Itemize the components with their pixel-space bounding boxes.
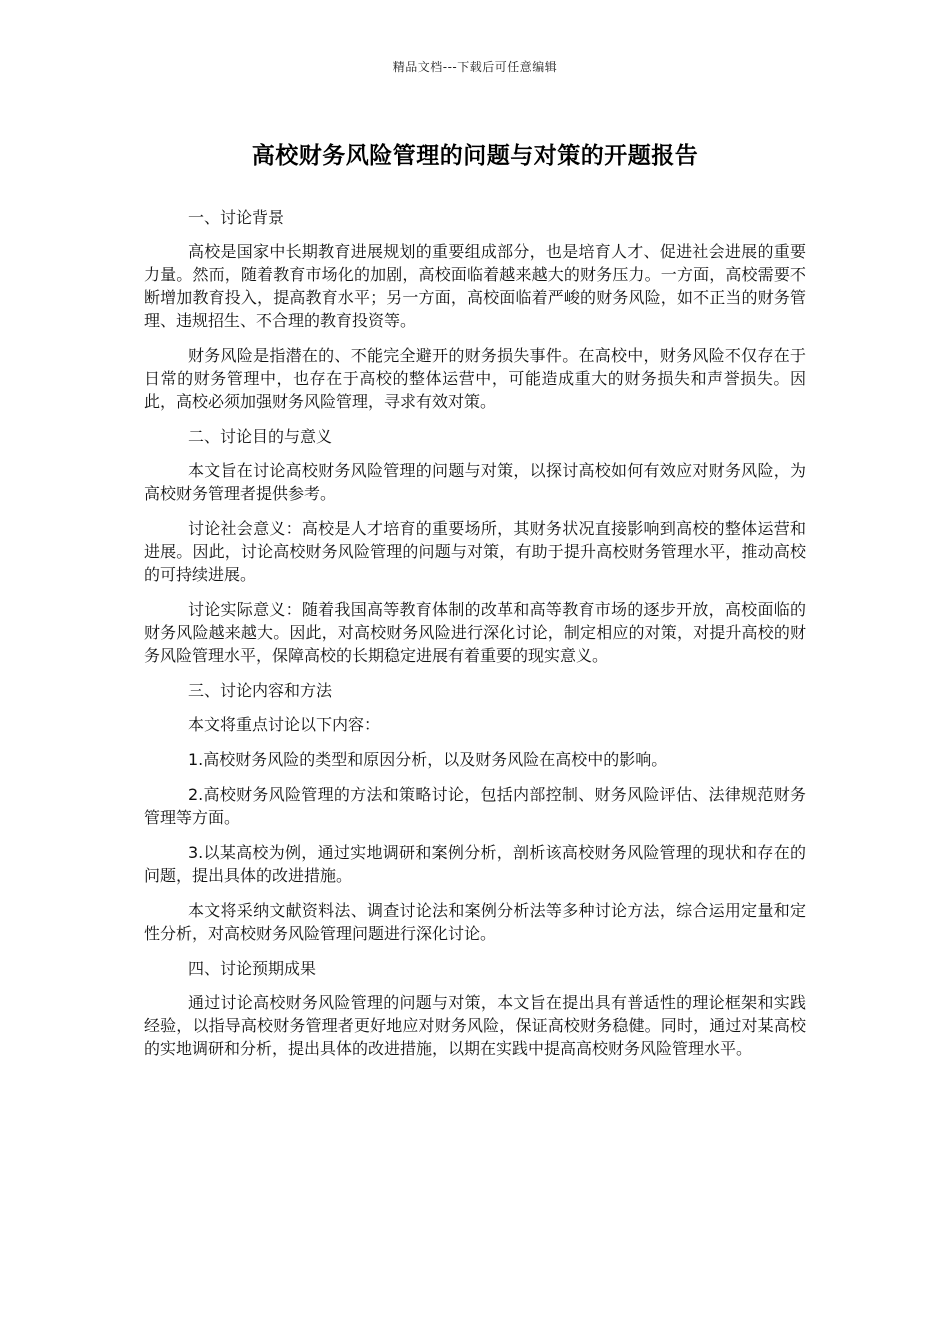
document-title: 高校财务风险管理的问题与对策的开题报告	[251, 143, 699, 169]
body-paragraph: 通过讨论高校财务风险管理的问题与对策，本文旨在提出具有普适性的理论框架和实践经验，以指导高校财务管理者更好地应对财务风险，保证高校财务稳健。同时，通过对某高校的实地调研和分析，提出具体的改进措施，以期在实践中提高高校财务风险管理水平。	[144, 993, 806, 1058]
section-heading: 四、讨论预期成果	[188, 959, 317, 978]
section-heading: 二、讨论目的与意义	[188, 427, 333, 446]
header-note: 精品文档---下载后可任意编辑	[392, 60, 558, 74]
section-heading: 三、讨论内容和方法	[188, 681, 333, 700]
list-item: 1.高校财务风险的类型和原因分析，以及财务风险在高校中的影响。	[188, 750, 668, 769]
body-paragraph: 本文将采纳文献资料法、调查讨论法和案例分析法等多种讨论方法，综合运用定量和定性分析，对高校财务风险管理问题进行深化讨论。	[144, 901, 806, 943]
body-paragraph: 本文将重点讨论以下内容：	[188, 715, 381, 734]
body-paragraph: 本文旨在讨论高校财务风险管理的问题与对策，以探讨高校如何有效应对财务风险，为高校财务管理者提供参考。	[144, 461, 806, 503]
body-paragraph: 财务风险是指潜在的、不能完全避开的财务损失事件。在高校中，财务风险不仅存在于日常的财务管理中，也存在于高校的整体运营中，可能造成重大的财务损失和声誉损失。因此，高校必须加强财务风险管理，寻求有效对策。	[144, 346, 806, 411]
list-item: 2.高校财务风险管理的方法和策略讨论，包括内部控制、财务风险评估、法律规范财务管理等方面。	[144, 785, 806, 827]
body-paragraph: 讨论实际意义：随着我国高等教育体制的改革和高等教育市场的逐步开放，高校面临的财务风险越来越大。因此，对高校财务风险进行深化讨论，制定相应的对策，对提升高校的财务风险管理水平，保障高校的长期稳定进展有着重要的现实意义。	[144, 600, 806, 665]
list-item: 3.以某高校为例，通过实地调研和案例分析，剖析该高校财务风险管理的现状和存在的问题，提出具体的改进措施。	[144, 843, 806, 885]
document-body	[144, 206, 806, 1072]
body-paragraph: 讨论社会意义：高校是人才培育的重要场所，其财务状况直接影响到高校的整体运营和进展。因此，讨论高校财务风险管理的问题与对策，有助于提升高校财务管理水平，推动高校的可持续进展。	[144, 519, 806, 584]
body-paragraph: 高校是国家中长期教育进展规划的重要组成部分，也是培育人才、促进社会进展的重要力量。然而，随着教育市场化的加剧，高校面临着越来越大的财务压力。一方面，高校需要不断增加教育投入，提高教育水平；另一方面，高校面临着严峻的财务风险，如不正当的财务管理、违规招生、不合理的教育投资等。	[144, 242, 806, 330]
section-heading: 一、讨论背景	[188, 208, 285, 227]
